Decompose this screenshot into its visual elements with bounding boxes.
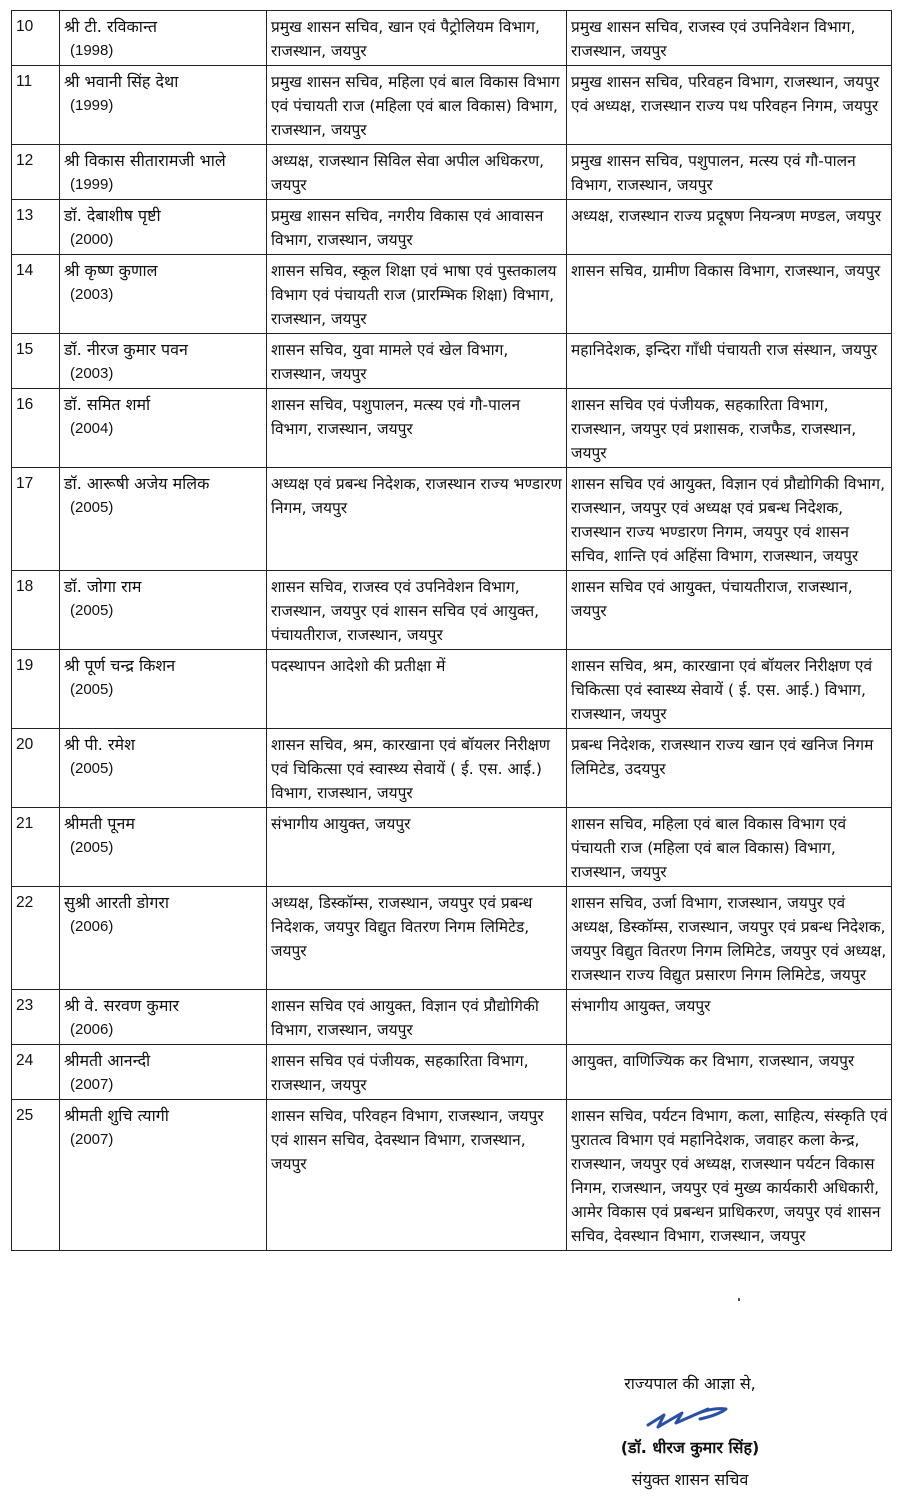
officer-batch: (2005) [70,760,114,777]
officer-cell [60,808,267,887]
officer-name: श्रीमती शुचि त्यागी [64,1106,169,1125]
officer-name: डॉ. नीरज कुमार पवन [64,340,188,359]
serial-number: 19 [12,650,60,729]
current-posting: प्रमुख शासन सचिव, नगरीय विकास एवं आवासन विभाग, राजस्थान, जयपुर [267,200,567,255]
new-posting: अध्यक्ष, राजस्थान राज्य प्रदूषण नियन्त्रण मण्डल, जयपुर [567,200,892,255]
officer-cell [60,729,267,808]
officer-cell [60,334,267,389]
officer-name: श्री विकास सीतारामजी भाले [64,151,226,170]
new-posting: संभागीय आयुक्त, जयपुर [567,990,892,1045]
officer-batch: (2000) [70,231,114,248]
officer-cell [60,1100,267,1251]
table-row [12,389,892,468]
table-row [12,334,892,389]
signature-scribble-icon [630,1395,740,1435]
officer-cell [60,1045,267,1100]
officer-batch: (2006) [70,1021,114,1038]
officer-batch: (2003) [70,365,114,382]
officer-name: श्रीमती आनन्दी [64,1051,151,1070]
new-posting: प्रमुख शासन सचिव, पशुपालन, मत्स्य एवं गौ-पालन विभाग, राजस्थान, जयपुर [567,145,892,200]
new-posting: शासन सचिव, पर्यटन विभाग, कला, साहित्य, संस्कृति एवं पुरातत्व विभाग एवं महानिदेशक, जवाहर कला केन्द्र, राजस्थान, जयपुर एवं अध्यक्ष, राजस्थान पर्यटन विकास निगम, राजस्थान, जयपुर एवं मुख्य कार्यकारी अधिकारी, आमेर विकास एवं प्रबन्धन प्राधिकरण, जयपुर एवं शासन सचिव, देवस्थान विभाग, राजस्थान, जयपुर [567,1100,892,1251]
serial-number: 18 [12,571,60,650]
officer-batch: (2007) [70,1076,114,1093]
serial-number: 10 [12,11,60,66]
current-posting: शासन सचिव एवं आयुक्त, विज्ञान एवं प्रौद्योगिकी विभाग, राजस्थान, जयपुर [267,990,567,1045]
officer-name: श्री पूर्ण चन्द्र किशन [64,656,176,675]
officer-batch: (2005) [70,602,114,619]
officer-cell [60,66,267,145]
serial-number: 17 [12,468,60,571]
officer-cell [60,571,267,650]
order-line: राज्यपाल की आज्ञा से, [624,1374,756,1393]
transfer-table-body [12,11,892,1251]
officer-batch: (1999) [70,97,114,114]
current-posting: अध्यक्ष, डिस्कॉम्स, राजस्थान, जयपुर एवं प्रबन्ध निदेशक, जयपुर विद्युत वितरण निगम लिमिटेड, जयपुर [267,887,567,990]
serial-number: 13 [12,200,60,255]
current-posting: शासन सचिव, श्रम, कारखाना एवं बॉयलर निरीक्षण एवं चिकित्सा एवं स्वास्थ्य सेवायें ( ई. एस. आई.) विभाग, राजस्थान, जयपुर [267,729,567,808]
officer-name: डॉ. समित शर्मा [64,395,151,414]
new-posting: शासन सचिव, महिला एवं बाल विकास विभाग एवं पंचायती राज (महिला एवं बाल विकास) विभाग, राजस्थान, जयपुर [567,808,892,887]
table-row [12,11,892,66]
serial-number: 11 [12,66,60,145]
officer-name: श्री वे. सरवण कुमार [64,996,180,1015]
officer-cell [60,887,267,990]
signing-officer-designation: संयुक्त शासन सचिव [631,1470,749,1489]
table-row [12,200,892,255]
current-posting: अध्यक्ष, राजस्थान सिविल सेवा अपील अधिकरण, जयपुर [267,145,567,200]
serial-number: 23 [12,990,60,1045]
new-posting: शासन सचिव, श्रम, कारखाना एवं बॉयलर निरीक्षण एवं चिकित्सा एवं स्वास्थ्य सेवायें ( ई. एस. आई.) विभाग, राजस्थान, जयपुर [567,650,892,729]
officer-batch: (2007) [70,1131,114,1148]
officer-batch: (2005) [70,681,114,698]
table-row [12,887,892,990]
serial-number: 20 [12,729,60,808]
current-posting: शासन सचिव, स्कूल शिक्षा एवं भाषा एवं पुस्तकालय विभाग एवं पंचायती राज (प्रारम्भिक शिक्षा) विभाग, राजस्थान, जयपुर [267,255,567,334]
table-row [12,255,892,334]
officer-name: श्री टी. रविकान्त [64,17,158,36]
officer-batch: (2003) [70,286,114,303]
officer-cell [60,468,267,571]
serial-number: 25 [12,1100,60,1251]
current-posting: पदस्थापन आदेशो की प्रतीक्षा में [267,650,567,729]
table-row [12,66,892,145]
new-posting: शासन सचिव एवं आयुक्त, पंचायतीराज, राजस्थान, जयपुर [567,571,892,650]
new-posting: प्रबन्ध निदेशक, राजस्थान राज्य खान एवं खनिज निगम लिमिटेड, उदयपुर [567,729,892,808]
table-row [12,1045,892,1100]
table-row [12,808,892,887]
officer-name: डॉ. जोगा राम [64,577,142,596]
table-row [12,650,892,729]
new-posting: प्रमुख शासन सचिव, राजस्व एवं उपनिवेशन विभाग, राजस्थान, जयपुर [567,11,892,66]
serial-number: 24 [12,1045,60,1100]
officer-batch: (1998) [70,42,114,59]
officer-name: डॉ. देबाशीष पृष्टी [64,206,161,225]
signing-officer-name: (डॉ. धीरज कुमार सिंह) [620,1438,760,1457]
table-row [12,468,892,571]
table-row [12,990,892,1045]
officer-cell [60,650,267,729]
serial-number: 14 [12,255,60,334]
table-row [12,145,892,200]
new-posting: प्रमुख शासन सचिव, परिवहन विभाग, राजस्थान, जयपुर एवं अध्यक्ष, राजस्थान राज्य पथ परिवहन निगम, जयपुर [567,66,892,145]
officer-cell [60,200,267,255]
officer-batch: (1999) [70,176,114,193]
table-row [12,1100,892,1251]
current-posting: प्रमुख शासन सचिव, महिला एवं बाल विकास विभाग एवं पंचायती राज (महिला एवं बाल विकास) विभाग, राजस्थान, जयपुर [267,66,567,145]
scan-mark [738,1298,740,1301]
current-posting: शासन सचिव, युवा मामले एवं खेल विभाग, राजस्थान, जयपुर [267,334,567,389]
new-posting: शासन सचिव, ग्रामीण विकास विभाग, राजस्थान, जयपुर [567,255,892,334]
current-posting: संभागीय आयुक्त, जयपुर [267,808,567,887]
current-posting: शासन सचिव, पशुपालन, मत्स्य एवं गौ-पालन विभाग, राजस्थान, जयपुर [267,389,567,468]
new-posting: शासन सचिव एवं पंजीयक, सहकारिता विभाग, राजस्थान, जयपुर एवं प्रशासक, राजफैड, राजस्थान, जयपुर [567,389,892,468]
new-posting: महानिदेशक, इन्दिरा गाँधी पंचायती राज संस्थान, जयपुर [567,334,892,389]
table-row [12,729,892,808]
officer-name: डॉ. आरूषी अजेय मलिक [64,474,210,493]
officer-cell [60,255,267,334]
officer-batch: (2005) [70,839,114,856]
officer-name: श्री कृष्ण कुणाल [64,261,158,280]
serial-number: 21 [12,808,60,887]
officer-cell [60,11,267,66]
officer-cell [60,990,267,1045]
table-row [12,571,892,650]
new-posting: शासन सचिव, उर्जा विभाग, राजस्थान, जयपुर एवं अध्यक्ष, डिस्कॉम्स, राजस्थान, जयपुर एवं प्रबन्ध निदेशक, जयपुर विद्युत वितरण निगम लिमिटेड, जयपुर एवं अध्यक्ष, राजस्थान राज्य विद्युत प्रसारण निगम लिमिटेड, जयपुर [567,887,892,990]
transfer-table [11,10,892,1251]
new-posting: आयुक्त, वाणिज्यिक कर विभाग, राजस्थान, जयपुर [567,1045,892,1100]
current-posting: शासन सचिव, राजस्व एवं उपनिवेशन विभाग, राजस्थान, जयपुर एवं शासन सचिव एवं आयुक्त, पंचायतीराज, राजस्थान, जयपुर [267,571,567,650]
serial-number: 12 [12,145,60,200]
officer-batch: (2006) [70,918,114,935]
current-posting: प्रमुख शासन सचिव, खान एवं पैट्रोलियम विभाग, राजस्थान, जयपुर [267,11,567,66]
officer-name: श्री भवानी सिंह देथा [64,72,179,91]
current-posting: शासन सचिव एवं पंजीयक, सहकारिता विभाग, राजस्थान, जयपुर [267,1045,567,1100]
new-posting: शासन सचिव एवं आयुक्त, विज्ञान एवं प्रौद्योगिकी विभाग, राजस्थान, जयपुर एवं अध्यक्ष एवं प्रबन्ध निदेशक, राजस्थान राज्य भण्डारण निगम, जयपुर एवं शासन सचिव, शान्ति एवं अहिंसा विभाग, राजस्थान, जयपुर [567,468,892,571]
serial-number: 16 [12,389,60,468]
current-posting: अध्यक्ष एवं प्रबन्ध निदेशक, राजस्थान राज्य भण्डारण निगम, जयपुर [267,468,567,571]
officer-name: सुश्री आरती डोगरा [64,893,170,912]
serial-number: 15 [12,334,60,389]
officer-name: श्री पी. रमेश [64,735,135,754]
officer-cell [60,145,267,200]
officer-batch: (2005) [70,499,114,516]
serial-number: 22 [12,887,60,990]
current-posting: शासन सचिव, परिवहन विभाग, राजस्थान, जयपुर एवं शासन सचिव, देवस्थान विभाग, राजस्थान, जयपुर [267,1100,567,1251]
signature [630,1395,740,1435]
officer-name: श्रीमती पूनम [64,814,135,833]
officer-cell [60,389,267,468]
officer-batch: (2004) [70,420,114,437]
